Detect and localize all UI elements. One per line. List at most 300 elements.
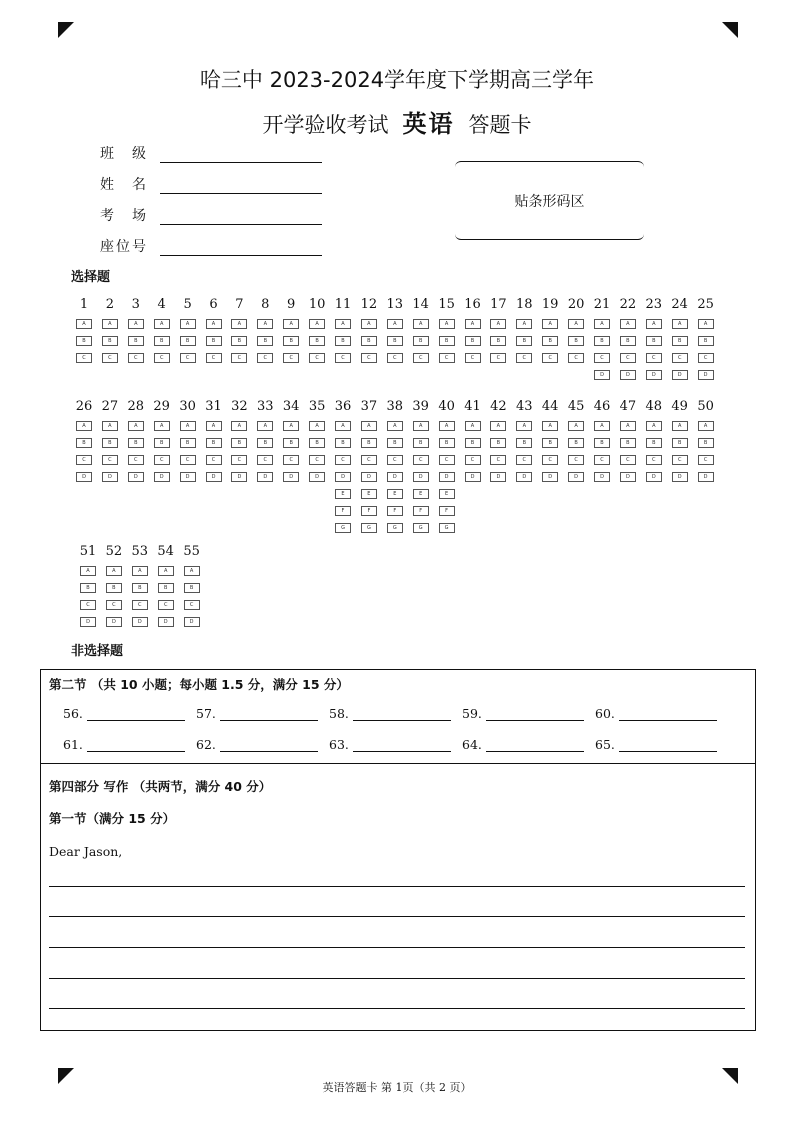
barcode-area bbox=[455, 161, 644, 240]
option-bubble[interactable]: C bbox=[516, 455, 532, 465]
option-bubble[interactable]: A bbox=[76, 319, 92, 329]
question-number: 44 bbox=[541, 399, 559, 414]
option-bubble[interactable]: D bbox=[516, 472, 532, 482]
option-bubble[interactable]: C bbox=[106, 600, 122, 610]
option-bubble[interactable]: C bbox=[413, 353, 429, 363]
option-bubble[interactable]: C bbox=[154, 353, 170, 363]
option-bubble[interactable]: D bbox=[439, 472, 455, 482]
question-number: 13 bbox=[386, 297, 404, 312]
option-bubble[interactable]: A bbox=[154, 421, 170, 431]
blank-number: 61. bbox=[63, 737, 83, 752]
option-bubble[interactable]: A bbox=[516, 421, 532, 431]
info-label: 考 场 bbox=[100, 208, 148, 224]
question-number: 24 bbox=[671, 297, 688, 312]
option-bubble[interactable]: D bbox=[206, 472, 222, 482]
question-number: 16 bbox=[464, 297, 481, 312]
mc-question bbox=[201, 399, 227, 489]
mc-question bbox=[278, 399, 304, 489]
option-bubble[interactable]: A bbox=[672, 319, 688, 329]
option-bubble[interactable]: D bbox=[361, 472, 377, 482]
registration-mark-top-right bbox=[722, 22, 738, 38]
option-bubble[interactable]: C bbox=[184, 600, 200, 610]
option-bubble[interactable]: D bbox=[76, 472, 92, 482]
option-bubble[interactable]: C bbox=[154, 455, 170, 465]
option-bubble[interactable]: F bbox=[413, 506, 429, 516]
option-bubble[interactable]: E bbox=[361, 489, 377, 499]
option-bubble[interactable]: D bbox=[646, 472, 662, 482]
option-bubble[interactable]: B bbox=[672, 438, 688, 448]
option-bubble[interactable]: B bbox=[335, 336, 351, 346]
question-number: 46 bbox=[593, 399, 611, 414]
option-bubble[interactable]: A bbox=[206, 319, 222, 329]
option-bubble[interactable]: B bbox=[154, 336, 170, 346]
option-bubble[interactable]: B bbox=[646, 336, 662, 346]
option-bubble[interactable]: C bbox=[490, 353, 506, 363]
exam-room-field[interactable] bbox=[160, 210, 322, 225]
option-bubble[interactable]: A bbox=[490, 421, 506, 431]
question-number: 31 bbox=[205, 399, 222, 414]
option-bubble[interactable]: C bbox=[465, 455, 481, 465]
option-bubble[interactable]: A bbox=[387, 421, 403, 431]
option-bubble[interactable]: C bbox=[231, 455, 247, 465]
question-number: 33 bbox=[257, 399, 274, 414]
option-bubble[interactable]: B bbox=[154, 438, 170, 448]
option-bubble[interactable]: C bbox=[698, 353, 714, 363]
option-bubble[interactable]: B bbox=[128, 336, 144, 346]
class-field[interactable] bbox=[160, 148, 322, 163]
mc-question bbox=[149, 399, 175, 489]
blank-number: 59. bbox=[462, 706, 482, 721]
mc-question bbox=[537, 297, 563, 370]
option-bubble[interactable]: C bbox=[102, 353, 118, 363]
mc-question bbox=[75, 544, 101, 634]
option-bubble[interactable]: G bbox=[387, 523, 403, 533]
option-bubble[interactable]: C bbox=[231, 353, 247, 363]
question-number: 49 bbox=[671, 399, 688, 414]
option-bubble[interactable]: D bbox=[102, 472, 118, 482]
option-bubble[interactable]: B bbox=[465, 438, 481, 448]
section2-heading: 第二节 （共 10 小题；每小题 1.5 分，满分 15 分） bbox=[49, 677, 349, 692]
mc-question bbox=[175, 297, 201, 370]
non-mc-section-title: 非选择题 bbox=[71, 644, 124, 659]
option-bubble[interactable]: A bbox=[231, 319, 247, 329]
option-bubble[interactable]: B bbox=[206, 336, 222, 346]
option-bubble[interactable]: B bbox=[542, 336, 558, 346]
mc-question bbox=[382, 297, 408, 370]
option-bubble[interactable]: C bbox=[698, 455, 714, 465]
option-bubble[interactable]: D bbox=[594, 472, 610, 482]
option-bubble[interactable]: A bbox=[698, 319, 714, 329]
option-bubble[interactable]: A bbox=[283, 421, 299, 431]
option-bubble[interactable]: C bbox=[128, 353, 144, 363]
blank-line[interactable] bbox=[87, 708, 185, 721]
option-bubble[interactable]: A bbox=[231, 421, 247, 431]
option-bubble[interactable]: B bbox=[439, 438, 455, 448]
option-bubble[interactable]: F bbox=[439, 506, 455, 516]
mc-question bbox=[252, 399, 278, 489]
option-bubble[interactable]: C bbox=[102, 455, 118, 465]
option-bubble[interactable]: C bbox=[76, 455, 92, 465]
option-bubble[interactable]: D bbox=[257, 472, 273, 482]
option-bubble[interactable]: B bbox=[620, 438, 636, 448]
option-bubble[interactable]: A bbox=[465, 319, 481, 329]
option-bubble[interactable]: A bbox=[542, 319, 558, 329]
option-bubble[interactable]: B bbox=[568, 438, 584, 448]
option-bubble[interactable]: B bbox=[698, 336, 714, 346]
question-number: 23 bbox=[645, 297, 663, 312]
option-bubble[interactable]: B bbox=[361, 336, 377, 346]
option-bubble[interactable]: F bbox=[335, 506, 351, 516]
option-bubble[interactable]: D bbox=[132, 617, 148, 627]
option-bubble[interactable]: A bbox=[568, 319, 584, 329]
option-bubble[interactable]: A bbox=[439, 421, 455, 431]
mc-question bbox=[127, 544, 153, 634]
option-bubble[interactable]: C bbox=[646, 455, 662, 465]
option-bubble[interactable]: B bbox=[76, 336, 92, 346]
option-bubble[interactable]: A bbox=[698, 421, 714, 431]
option-bubble[interactable]: D bbox=[283, 472, 299, 482]
option-bubble[interactable]: A bbox=[128, 421, 144, 431]
option-bubble[interactable]: C bbox=[620, 353, 636, 363]
option-bubble[interactable]: E bbox=[387, 489, 403, 499]
option-bubble[interactable]: E bbox=[439, 489, 455, 499]
option-bubble[interactable]: B bbox=[387, 438, 403, 448]
mc-question bbox=[330, 399, 356, 540]
writing-line[interactable] bbox=[49, 916, 745, 917]
option-bubble[interactable]: D bbox=[698, 370, 714, 380]
option-bubble[interactable]: B bbox=[516, 438, 532, 448]
option-bubble[interactable]: C bbox=[335, 353, 351, 363]
option-bubble[interactable]: A bbox=[206, 421, 222, 431]
option-bubble[interactable]: B bbox=[439, 336, 455, 346]
option-bubble[interactable]: B bbox=[257, 438, 273, 448]
option-bubble[interactable]: A bbox=[128, 319, 144, 329]
question-number: 36 bbox=[334, 399, 352, 414]
blank-line[interactable] bbox=[220, 739, 318, 752]
option-bubble[interactable]: D bbox=[309, 472, 325, 482]
option-bubble[interactable]: A bbox=[387, 319, 403, 329]
option-bubble[interactable]: C bbox=[672, 455, 688, 465]
option-bubble[interactable]: C bbox=[594, 353, 610, 363]
question-number: 54 bbox=[157, 544, 174, 559]
option-bubble[interactable]: D bbox=[154, 472, 170, 482]
mc-question bbox=[97, 399, 123, 489]
mc-question bbox=[101, 544, 127, 634]
mc-question bbox=[667, 399, 693, 489]
option-bubble[interactable]: C bbox=[80, 600, 96, 610]
option-bubble[interactable]: C bbox=[180, 353, 196, 363]
option-bubble[interactable]: E bbox=[413, 489, 429, 499]
option-bubble[interactable]: C bbox=[335, 455, 351, 465]
blank-line[interactable] bbox=[619, 708, 717, 721]
option-bubble[interactable]: D bbox=[128, 472, 144, 482]
letter-salutation: Dear Jason, bbox=[49, 844, 123, 859]
question-number: 29 bbox=[153, 399, 170, 414]
option-bubble[interactable]: B bbox=[516, 336, 532, 346]
mc-question bbox=[641, 297, 667, 387]
option-bubble[interactable]: A bbox=[672, 421, 688, 431]
writing-line[interactable] bbox=[49, 947, 745, 948]
blank-60 bbox=[595, 706, 717, 721]
part4-heading: 第四部分 写作 （共两节，满分 40 分） bbox=[49, 779, 272, 794]
blank-63 bbox=[329, 737, 451, 752]
option-bubble[interactable]: B bbox=[283, 336, 299, 346]
option-bubble[interactable]: F bbox=[361, 506, 377, 516]
blank-line[interactable] bbox=[486, 739, 584, 752]
option-bubble[interactable]: G bbox=[361, 523, 377, 533]
option-bubble[interactable]: A bbox=[335, 421, 351, 431]
question-number: 21 bbox=[593, 297, 611, 312]
option-bubble[interactable]: B bbox=[568, 336, 584, 346]
blank-58 bbox=[329, 706, 451, 721]
question-number: 9 bbox=[287, 297, 296, 312]
option-bubble[interactable]: D bbox=[387, 472, 403, 482]
option-bubble[interactable]: D bbox=[620, 370, 636, 380]
name-field[interactable] bbox=[160, 179, 322, 194]
info-row-name bbox=[100, 174, 322, 194]
option-bubble[interactable]: A bbox=[335, 319, 351, 329]
option-bubble[interactable]: C bbox=[516, 353, 532, 363]
option-bubble[interactable]: A bbox=[413, 421, 429, 431]
option-bubble[interactable]: D bbox=[490, 472, 506, 482]
option-bubble[interactable]: A bbox=[594, 319, 610, 329]
option-bubble[interactable]: C bbox=[206, 353, 222, 363]
option-bubble[interactable]: A bbox=[309, 319, 325, 329]
option-bubble[interactable]: G bbox=[413, 523, 429, 533]
option-bubble[interactable]: B bbox=[309, 438, 325, 448]
option-bubble[interactable]: B bbox=[490, 336, 506, 346]
option-bubble[interactable]: C bbox=[646, 353, 662, 363]
option-bubble[interactable]: B bbox=[180, 438, 196, 448]
option-bubble[interactable]: B bbox=[361, 438, 377, 448]
option-bubble[interactable]: A bbox=[132, 566, 148, 576]
option-bubble[interactable]: A bbox=[102, 421, 118, 431]
option-bubble[interactable]: C bbox=[76, 353, 92, 363]
option-bubble[interactable]: A bbox=[646, 421, 662, 431]
option-bubble[interactable]: C bbox=[283, 353, 299, 363]
option-bubble[interactable]: C bbox=[672, 353, 688, 363]
info-row-seat bbox=[100, 236, 322, 256]
option-bubble[interactable]: A bbox=[180, 421, 196, 431]
option-bubble[interactable]: B bbox=[257, 336, 273, 346]
option-bubble[interactable]: D bbox=[158, 617, 174, 627]
option-bubble[interactable]: B bbox=[646, 438, 662, 448]
option-bubble[interactable]: C bbox=[257, 455, 273, 465]
option-bubble[interactable]: D bbox=[672, 370, 688, 380]
option-bubble[interactable]: B bbox=[309, 336, 325, 346]
option-bubble[interactable]: A bbox=[106, 566, 122, 576]
option-bubble[interactable]: D bbox=[335, 472, 351, 482]
option-bubble[interactable]: D bbox=[672, 472, 688, 482]
blank-number: 58. bbox=[329, 706, 349, 721]
writing-line[interactable] bbox=[49, 1008, 745, 1009]
option-bubble[interactable]: B bbox=[283, 438, 299, 448]
mc-question bbox=[97, 297, 123, 370]
option-bubble[interactable]: A bbox=[490, 319, 506, 329]
option-bubble[interactable]: C bbox=[439, 353, 455, 363]
question-number: 48 bbox=[645, 399, 663, 414]
option-bubble[interactable]: A bbox=[309, 421, 325, 431]
option-bubble[interactable]: B bbox=[80, 583, 96, 593]
question-number: 26 bbox=[75, 399, 93, 414]
option-bubble[interactable]: A bbox=[102, 319, 118, 329]
question-number: 11 bbox=[334, 297, 352, 312]
option-bubble[interactable]: C bbox=[387, 455, 403, 465]
option-bubble[interactable]: A bbox=[184, 566, 200, 576]
blank-line[interactable] bbox=[619, 739, 717, 752]
option-bubble[interactable]: C bbox=[620, 455, 636, 465]
option-bubble[interactable]: A bbox=[439, 319, 455, 329]
question-number: 38 bbox=[386, 399, 404, 414]
option-bubble[interactable]: B bbox=[413, 438, 429, 448]
option-bubble[interactable]: C bbox=[568, 353, 584, 363]
mc-question bbox=[382, 399, 408, 540]
option-bubble[interactable]: C bbox=[465, 353, 481, 363]
option-bubble[interactable]: D bbox=[180, 472, 196, 482]
option-bubble[interactable]: A bbox=[542, 421, 558, 431]
option-bubble[interactable]: B bbox=[231, 336, 247, 346]
question-number: 15 bbox=[438, 297, 455, 312]
option-bubble[interactable]: B bbox=[102, 438, 118, 448]
option-bubble[interactable]: E bbox=[335, 489, 351, 499]
option-bubble[interactable]: B bbox=[102, 336, 118, 346]
mc-question bbox=[693, 297, 719, 387]
mc-section-title: 选择题 bbox=[71, 270, 111, 285]
mc-question bbox=[226, 297, 252, 370]
seat-number-field[interactable] bbox=[160, 241, 322, 256]
option-bubble[interactable]: B bbox=[594, 336, 610, 346]
option-bubble[interactable]: D bbox=[80, 617, 96, 627]
mc-question bbox=[356, 399, 382, 540]
blank-line[interactable] bbox=[87, 739, 185, 752]
option-bubble[interactable]: B bbox=[184, 583, 200, 593]
option-bubble[interactable]: C bbox=[490, 455, 506, 465]
option-bubble[interactable]: D bbox=[594, 370, 610, 380]
option-bubble[interactable]: B bbox=[387, 336, 403, 346]
mc-question bbox=[356, 297, 382, 370]
option-bubble[interactable]: A bbox=[283, 319, 299, 329]
option-bubble[interactable]: B bbox=[672, 336, 688, 346]
option-bubble[interactable]: C bbox=[542, 353, 558, 363]
option-bubble[interactable]: C bbox=[309, 455, 325, 465]
option-bubble[interactable]: A bbox=[361, 319, 377, 329]
option-bubble[interactable]: A bbox=[594, 421, 610, 431]
option-bubble[interactable]: A bbox=[646, 319, 662, 329]
option-bubble[interactable]: D bbox=[698, 472, 714, 482]
option-bubble[interactable]: B bbox=[158, 583, 174, 593]
option-bubble[interactable]: D bbox=[106, 617, 122, 627]
option-bubble[interactable]: D bbox=[465, 472, 481, 482]
option-bubble[interactable]: D bbox=[568, 472, 584, 482]
option-bubble[interactable]: B bbox=[180, 336, 196, 346]
option-bubble[interactable]: C bbox=[309, 353, 325, 363]
option-bubble[interactable]: A bbox=[257, 319, 273, 329]
option-bubble[interactable]: B bbox=[231, 438, 247, 448]
option-bubble[interactable]: C bbox=[568, 455, 584, 465]
option-bubble[interactable]: A bbox=[568, 421, 584, 431]
option-bubble[interactable]: C bbox=[413, 455, 429, 465]
option-bubble[interactable]: C bbox=[594, 455, 610, 465]
option-bubble[interactable]: C bbox=[257, 353, 273, 363]
option-bubble[interactable]: C bbox=[361, 353, 377, 363]
option-bubble[interactable]: A bbox=[516, 319, 532, 329]
option-bubble[interactable]: B bbox=[620, 336, 636, 346]
mc-question bbox=[175, 399, 201, 489]
writing-line[interactable] bbox=[49, 978, 745, 979]
option-bubble[interactable]: C bbox=[439, 455, 455, 465]
option-bubble[interactable]: C bbox=[206, 455, 222, 465]
blank-line[interactable] bbox=[353, 708, 451, 721]
option-bubble[interactable]: D bbox=[646, 370, 662, 380]
option-bubble[interactable]: A bbox=[361, 421, 377, 431]
option-bubble[interactable]: B bbox=[542, 438, 558, 448]
option-bubble[interactable]: B bbox=[490, 438, 506, 448]
option-bubble[interactable]: D bbox=[413, 472, 429, 482]
mc-question bbox=[304, 297, 330, 370]
option-bubble[interactable]: G bbox=[335, 523, 351, 533]
option-bubble[interactable]: A bbox=[80, 566, 96, 576]
option-bubble[interactable]: B bbox=[106, 583, 122, 593]
option-bubble[interactable]: A bbox=[180, 319, 196, 329]
option-bubble[interactable]: C bbox=[180, 455, 196, 465]
option-bubble[interactable]: D bbox=[184, 617, 200, 627]
mc-question bbox=[179, 544, 205, 634]
blank-line[interactable] bbox=[220, 708, 318, 721]
writing-line[interactable] bbox=[49, 886, 745, 887]
option-bubble[interactable]: B bbox=[76, 438, 92, 448]
question-number: 28 bbox=[127, 399, 145, 414]
option-bubble[interactable]: C bbox=[387, 353, 403, 363]
question-number: 45 bbox=[567, 399, 585, 414]
option-bubble[interactable]: G bbox=[439, 523, 455, 533]
option-bubble[interactable]: A bbox=[413, 319, 429, 329]
title-suffix: 答题卡 bbox=[468, 113, 532, 137]
option-bubble[interactable]: A bbox=[257, 421, 273, 431]
option-bubble[interactable]: B bbox=[465, 336, 481, 346]
option-bubble[interactable]: D bbox=[542, 472, 558, 482]
mc-question bbox=[641, 399, 667, 489]
option-bubble[interactable]: B bbox=[335, 438, 351, 448]
mc-question bbox=[589, 399, 615, 489]
option-bubble[interactable]: A bbox=[158, 566, 174, 576]
option-bubble[interactable]: D bbox=[231, 472, 247, 482]
option-bubble[interactable]: A bbox=[154, 319, 170, 329]
option-bubble[interactable]: C bbox=[158, 600, 174, 610]
option-bubble[interactable]: C bbox=[128, 455, 144, 465]
option-bubble[interactable]: B bbox=[132, 583, 148, 593]
blank-line[interactable] bbox=[353, 739, 451, 752]
option-bubble[interactable]: C bbox=[132, 600, 148, 610]
option-bubble[interactable]: A bbox=[465, 421, 481, 431]
option-bubble[interactable]: A bbox=[76, 421, 92, 431]
registration-mark-top-left bbox=[58, 22, 74, 38]
option-bubble[interactable]: B bbox=[698, 438, 714, 448]
option-bubble[interactable]: A bbox=[620, 421, 636, 431]
option-bubble[interactable]: B bbox=[594, 438, 610, 448]
blank-line[interactable] bbox=[486, 708, 584, 721]
option-bubble[interactable]: F bbox=[387, 506, 403, 516]
blank-number: 57. bbox=[196, 706, 216, 721]
option-bubble[interactable]: C bbox=[361, 455, 377, 465]
option-bubble[interactable]: C bbox=[542, 455, 558, 465]
option-bubble[interactable]: B bbox=[206, 438, 222, 448]
option-bubble[interactable]: B bbox=[413, 336, 429, 346]
option-bubble[interactable]: A bbox=[620, 319, 636, 329]
option-bubble[interactable]: C bbox=[283, 455, 299, 465]
option-bubble[interactable]: B bbox=[128, 438, 144, 448]
option-bubble[interactable]: D bbox=[620, 472, 636, 482]
blank-59 bbox=[462, 706, 584, 721]
